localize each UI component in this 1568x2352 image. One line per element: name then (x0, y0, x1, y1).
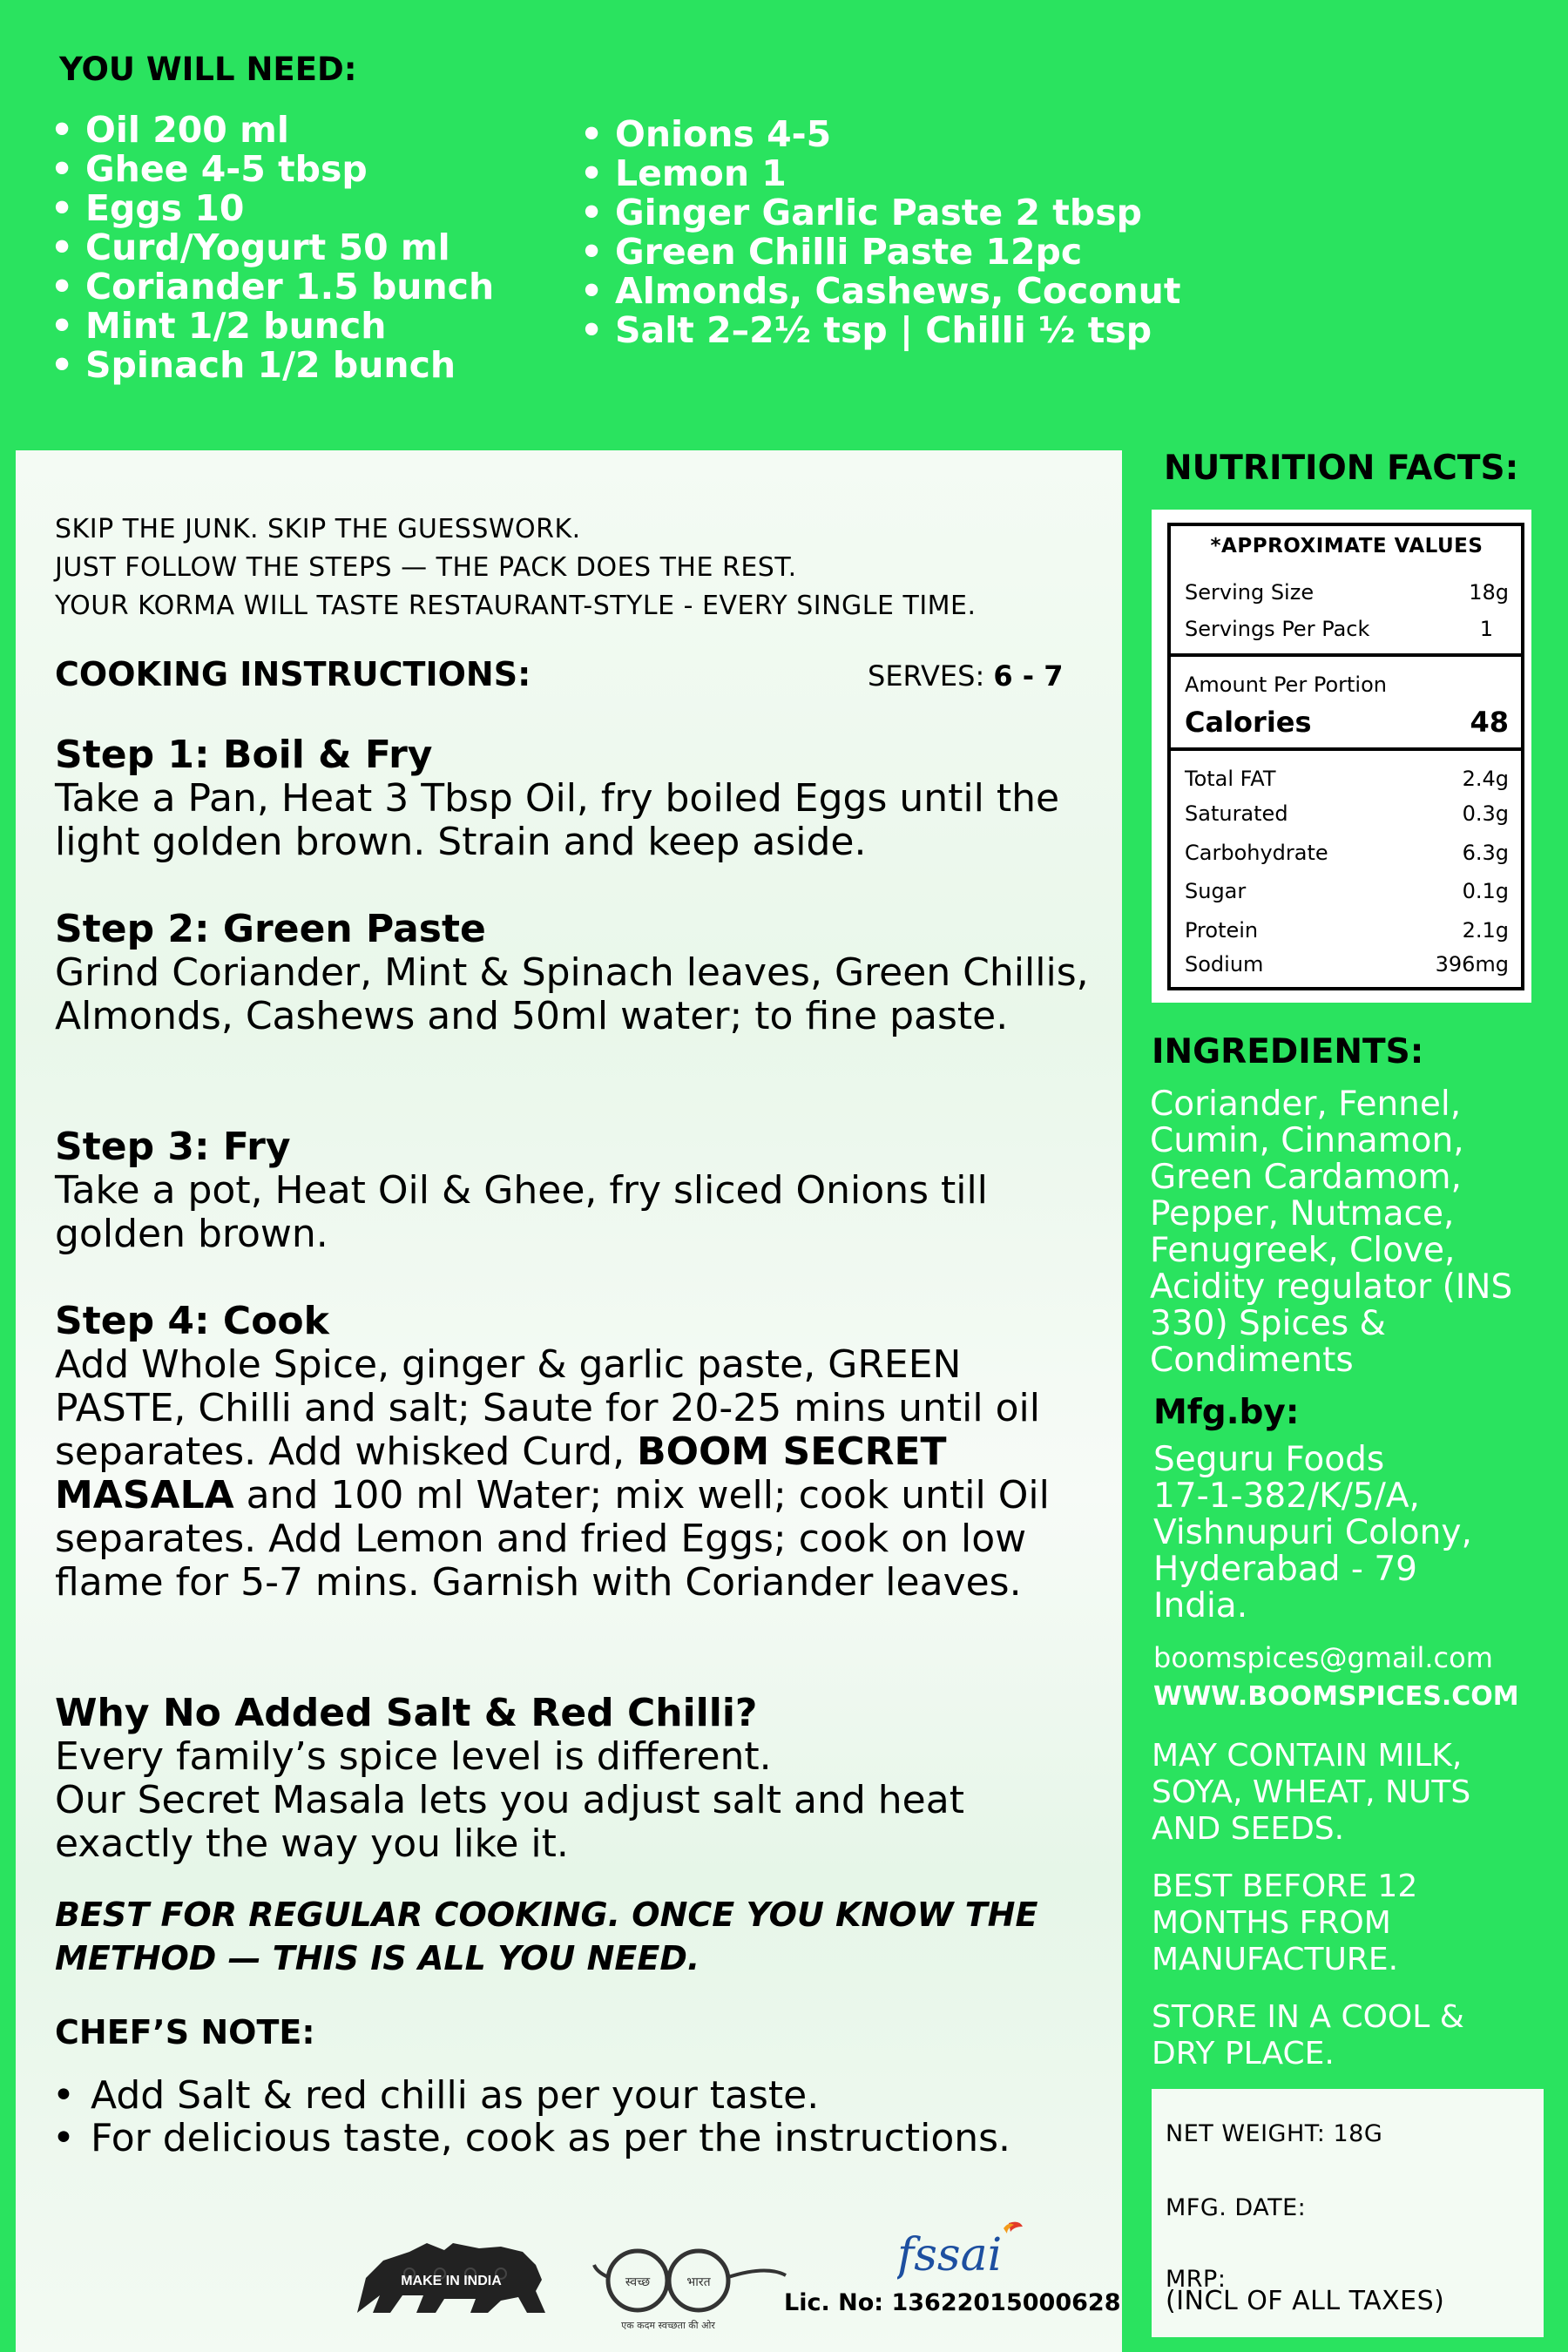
calories-label: Calories (1185, 706, 1312, 739)
needs-list-right (578, 115, 1180, 350)
serves-info (868, 659, 1063, 693)
nutrient-value: 0.3g (1462, 801, 1509, 826)
notice-line: SOYA, WHEAT, NUTS (1152, 1774, 1471, 1810)
why-line: Our Secret Masala lets you adjust salt and heat exactly the way you like it. (55, 1778, 964, 1866)
contact-email: boomspices@gmail.com (1153, 1641, 1493, 1674)
list-item: • Onions 4-5 (578, 115, 1180, 154)
servings-label: Servings Per Pack (1185, 617, 1370, 641)
swachh-text: स्वच्छ (625, 2275, 651, 2289)
manufacturer-address (1153, 1442, 1472, 1625)
net-weight: NET WEIGHT: 18G (1166, 2120, 1383, 2147)
step-1-heading: Step 1: Boil & Fry (55, 733, 433, 777)
step-2-heading: Step 2: Green Paste (55, 907, 486, 951)
list-item: • Add Salt & red chilli as per your taste. (51, 2074, 1052, 2117)
chefs-note-title: CHEF’S NOTE: (55, 2013, 315, 2051)
why-heading: Why No Added Salt & Red Chilli? (55, 1691, 758, 1735)
divider (1171, 747, 1521, 751)
nutrient-value: 2.4g (1462, 767, 1509, 791)
list-item: • Oil 200 ml (49, 111, 494, 150)
divider (1171, 653, 1521, 657)
step-1-body: Take a Pan, Heat 3 Tbsp Oil, fry boiled Eggs until the light golden brown. Strain and keep aside. (55, 776, 1060, 864)
amount-per-portion: Amount Per Portion (1185, 672, 1387, 697)
list-item: • Green Chilli Paste 12pc (578, 233, 1180, 272)
nutrient-row (1185, 952, 1509, 977)
notice-line: BEST BEFORE 12 (1152, 1869, 1418, 1904)
nutrient-value: 0.1g (1462, 879, 1509, 903)
list-item: • Eggs 10 (49, 189, 494, 228)
address-line: Vishnupuri Colony, (1153, 1513, 1472, 1552)
fssai-text: fssai (897, 2229, 1003, 2281)
ingredients-line: Fenugreek, Clove, (1150, 1231, 1456, 1270)
step-4-heading: Step 4: Cook (55, 1299, 329, 1343)
nutrient-label: Sugar (1185, 879, 1247, 903)
intro-line: JUST FOLLOW THE STEPS — THE PACK DOES THE REST. (55, 552, 797, 583)
ingredients-title: INGREDIENTS: (1152, 1032, 1424, 1071)
bharat-text: भारत (686, 2275, 711, 2289)
list-item: • Lemon 1 (578, 154, 1180, 193)
nutrient-row (1185, 801, 1509, 826)
calories-value: 48 (1470, 706, 1509, 739)
address-line: 17-1-382/K/5/A, (1153, 1477, 1420, 1516)
ingredients-line: 330) Spices & (1150, 1304, 1386, 1343)
needs-list-left (49, 111, 494, 385)
notice-line: MAY CONTAIN MILK, (1152, 1738, 1463, 1774)
list-item: • Curd/Yogurt 50 ml (49, 228, 494, 267)
list-item: • Ghee 4-5 tbsp (49, 150, 494, 189)
ingredients-line: Condiments (1150, 1341, 1354, 1380)
nutrient-label: Carbohydrate (1185, 841, 1328, 865)
secret-masala-highlight: BOOM SECRET MASALA (55, 1429, 947, 1517)
address-line: India. (1153, 1586, 1248, 1625)
nutrition-table (1167, 523, 1524, 990)
step-3-body: Take a pot, Heat Oil & Ghee, fry sliced Onions till golden brown. (55, 1168, 988, 1256)
mrp-label: MRP: (1166, 2266, 1227, 2293)
intro-text (55, 510, 977, 625)
list-item: • Almonds, Cashews, Coconut (578, 272, 1180, 311)
list-item: • Salt 2–2½ tsp | Chilli ½ tsp (578, 311, 1180, 350)
list-item: • For delicious taste, cook as per the instructions. (51, 2117, 1052, 2159)
swachh-bharat-logo (592, 2239, 788, 2335)
fssai-logo (897, 2220, 1028, 2285)
servings-value: 1 (1479, 617, 1493, 641)
nutrient-value: 396mg (1435, 952, 1509, 977)
nutrient-row (1185, 767, 1509, 791)
step-4-body-a: Add Whole Spice, ginger & garlic paste, GREEN PASTE, Chilli and salt; Saute for 20-25 mins until oil separates. Add whisked Curd, (55, 1342, 1040, 1474)
storage-notice (1152, 1999, 1561, 2072)
ingredients-line: Green Cardamom, (1150, 1158, 1462, 1197)
make-in-india-text: MAKE IN INDIA (401, 2274, 502, 2288)
step-3-heading: Step 3: Fry (55, 1125, 291, 1169)
ingredients-line: Pepper, Nutmace, (1150, 1194, 1455, 1233)
allergen-warning (1152, 1738, 1561, 1848)
why-body (55, 1735, 1100, 1866)
notice-line: MONTHS FROM (1152, 1905, 1391, 1941)
serving-size-label: Serving Size (1185, 580, 1315, 605)
you-will-need-title: YOU WILL NEED: (59, 51, 357, 88)
website-url: WWW.BOOMSPICES.COM (1153, 1681, 1519, 1712)
nutrition-header: *APPROXIMATE VALUES (1210, 535, 1484, 558)
ingredients-line: Cumin, Cinnamon, (1150, 1121, 1464, 1160)
nutrient-value: 6.3g (1462, 841, 1509, 865)
step-4-body-b: and 100 ml Water; mix well; cook until Oil separates. Add Lemon and fried Eggs; cook on low flame for 5-7 mins. Garnish with Coriander leaves. (55, 1473, 1050, 1605)
mfg-date: MFG. DATE: (1166, 2194, 1307, 2221)
list-item: • Coriander 1.5 bunch (49, 267, 494, 307)
manufacturer-title: Mfg.by: (1153, 1393, 1300, 1432)
nutrient-row (1185, 841, 1509, 865)
address-line: Seguru Foods (1153, 1440, 1385, 1479)
nutrient-row (1185, 918, 1509, 943)
list-item: • Ginger Garlic Paste 2 tbsp (578, 193, 1180, 233)
intro-line: YOUR KORMA WILL TASTE RESTAURANT-STYLE - EVERY SINGLE TIME. (55, 591, 977, 621)
ingredients-text (1150, 1086, 1559, 1379)
serving-size-value: 18g (1469, 580, 1509, 605)
step-2-body: Grind Coriander, Mint & Spinach leaves, Green Chillis, Almonds, Cashews and 50ml water; to fine paste. (55, 950, 1089, 1038)
swachh-tagline: एक कदम स्वच्छता की ओर (621, 2320, 715, 2331)
nutrient-label: Protein (1185, 918, 1259, 943)
notice-line: DRY PLACE. (1152, 2036, 1335, 2072)
nutrient-value: 2.1g (1462, 918, 1509, 943)
chefs-note-list (51, 2074, 1052, 2159)
license-number: Lic. No: 13622015000628 (784, 2289, 1121, 2316)
serves-label: SERVES: (868, 659, 994, 693)
nutrition-facts-title: NUTRITION FACTS: (1164, 449, 1519, 488)
serves-value: 6 - 7 (993, 659, 1064, 693)
why-line: Every family’s spice level is different. (55, 1734, 772, 1779)
best-before-notice (1152, 1869, 1561, 1978)
step-4-body (55, 1343, 1100, 1605)
nutrient-label: Total FAT (1185, 767, 1276, 791)
ingredients-line: Coriander, Fennel, (1150, 1085, 1462, 1124)
notice-line: AND SEEDS. (1152, 1811, 1345, 1847)
servings-row (1185, 617, 1509, 641)
intro-line: SKIP THE JUNK. SKIP THE GUESSWORK. (55, 514, 581, 544)
cooking-instructions-title: COOKING INSTRUCTIONS: (55, 655, 531, 693)
calories-row (1185, 706, 1509, 739)
mrp-note: (INCL OF ALL TAXES) (1166, 2286, 1445, 2316)
nutrient-row (1185, 879, 1509, 903)
pack-details-box (1152, 2089, 1544, 2337)
make-in-india-logo (348, 2226, 551, 2330)
list-item: • Spinach 1/2 bunch (49, 346, 494, 385)
address-line: Hyderabad - 79 (1153, 1550, 1417, 1589)
nutrient-label: Saturated (1185, 801, 1288, 826)
best-for-note: BEST FOR REGULAR COOKING. ONCE YOU KNOW THE METHOD — THIS IS ALL YOU NEED. (55, 1896, 1038, 1977)
notice-line: MANUFACTURE. (1152, 1942, 1399, 1977)
nutrient-label: Sodium (1185, 952, 1264, 977)
ingredients-line: Acidity regulator (INS (1150, 1267, 1513, 1307)
notice-line: STORE IN A COOL & (1152, 1999, 1464, 2035)
list-item: • Mint 1/2 bunch (49, 307, 494, 346)
serving-size-row (1185, 580, 1509, 605)
